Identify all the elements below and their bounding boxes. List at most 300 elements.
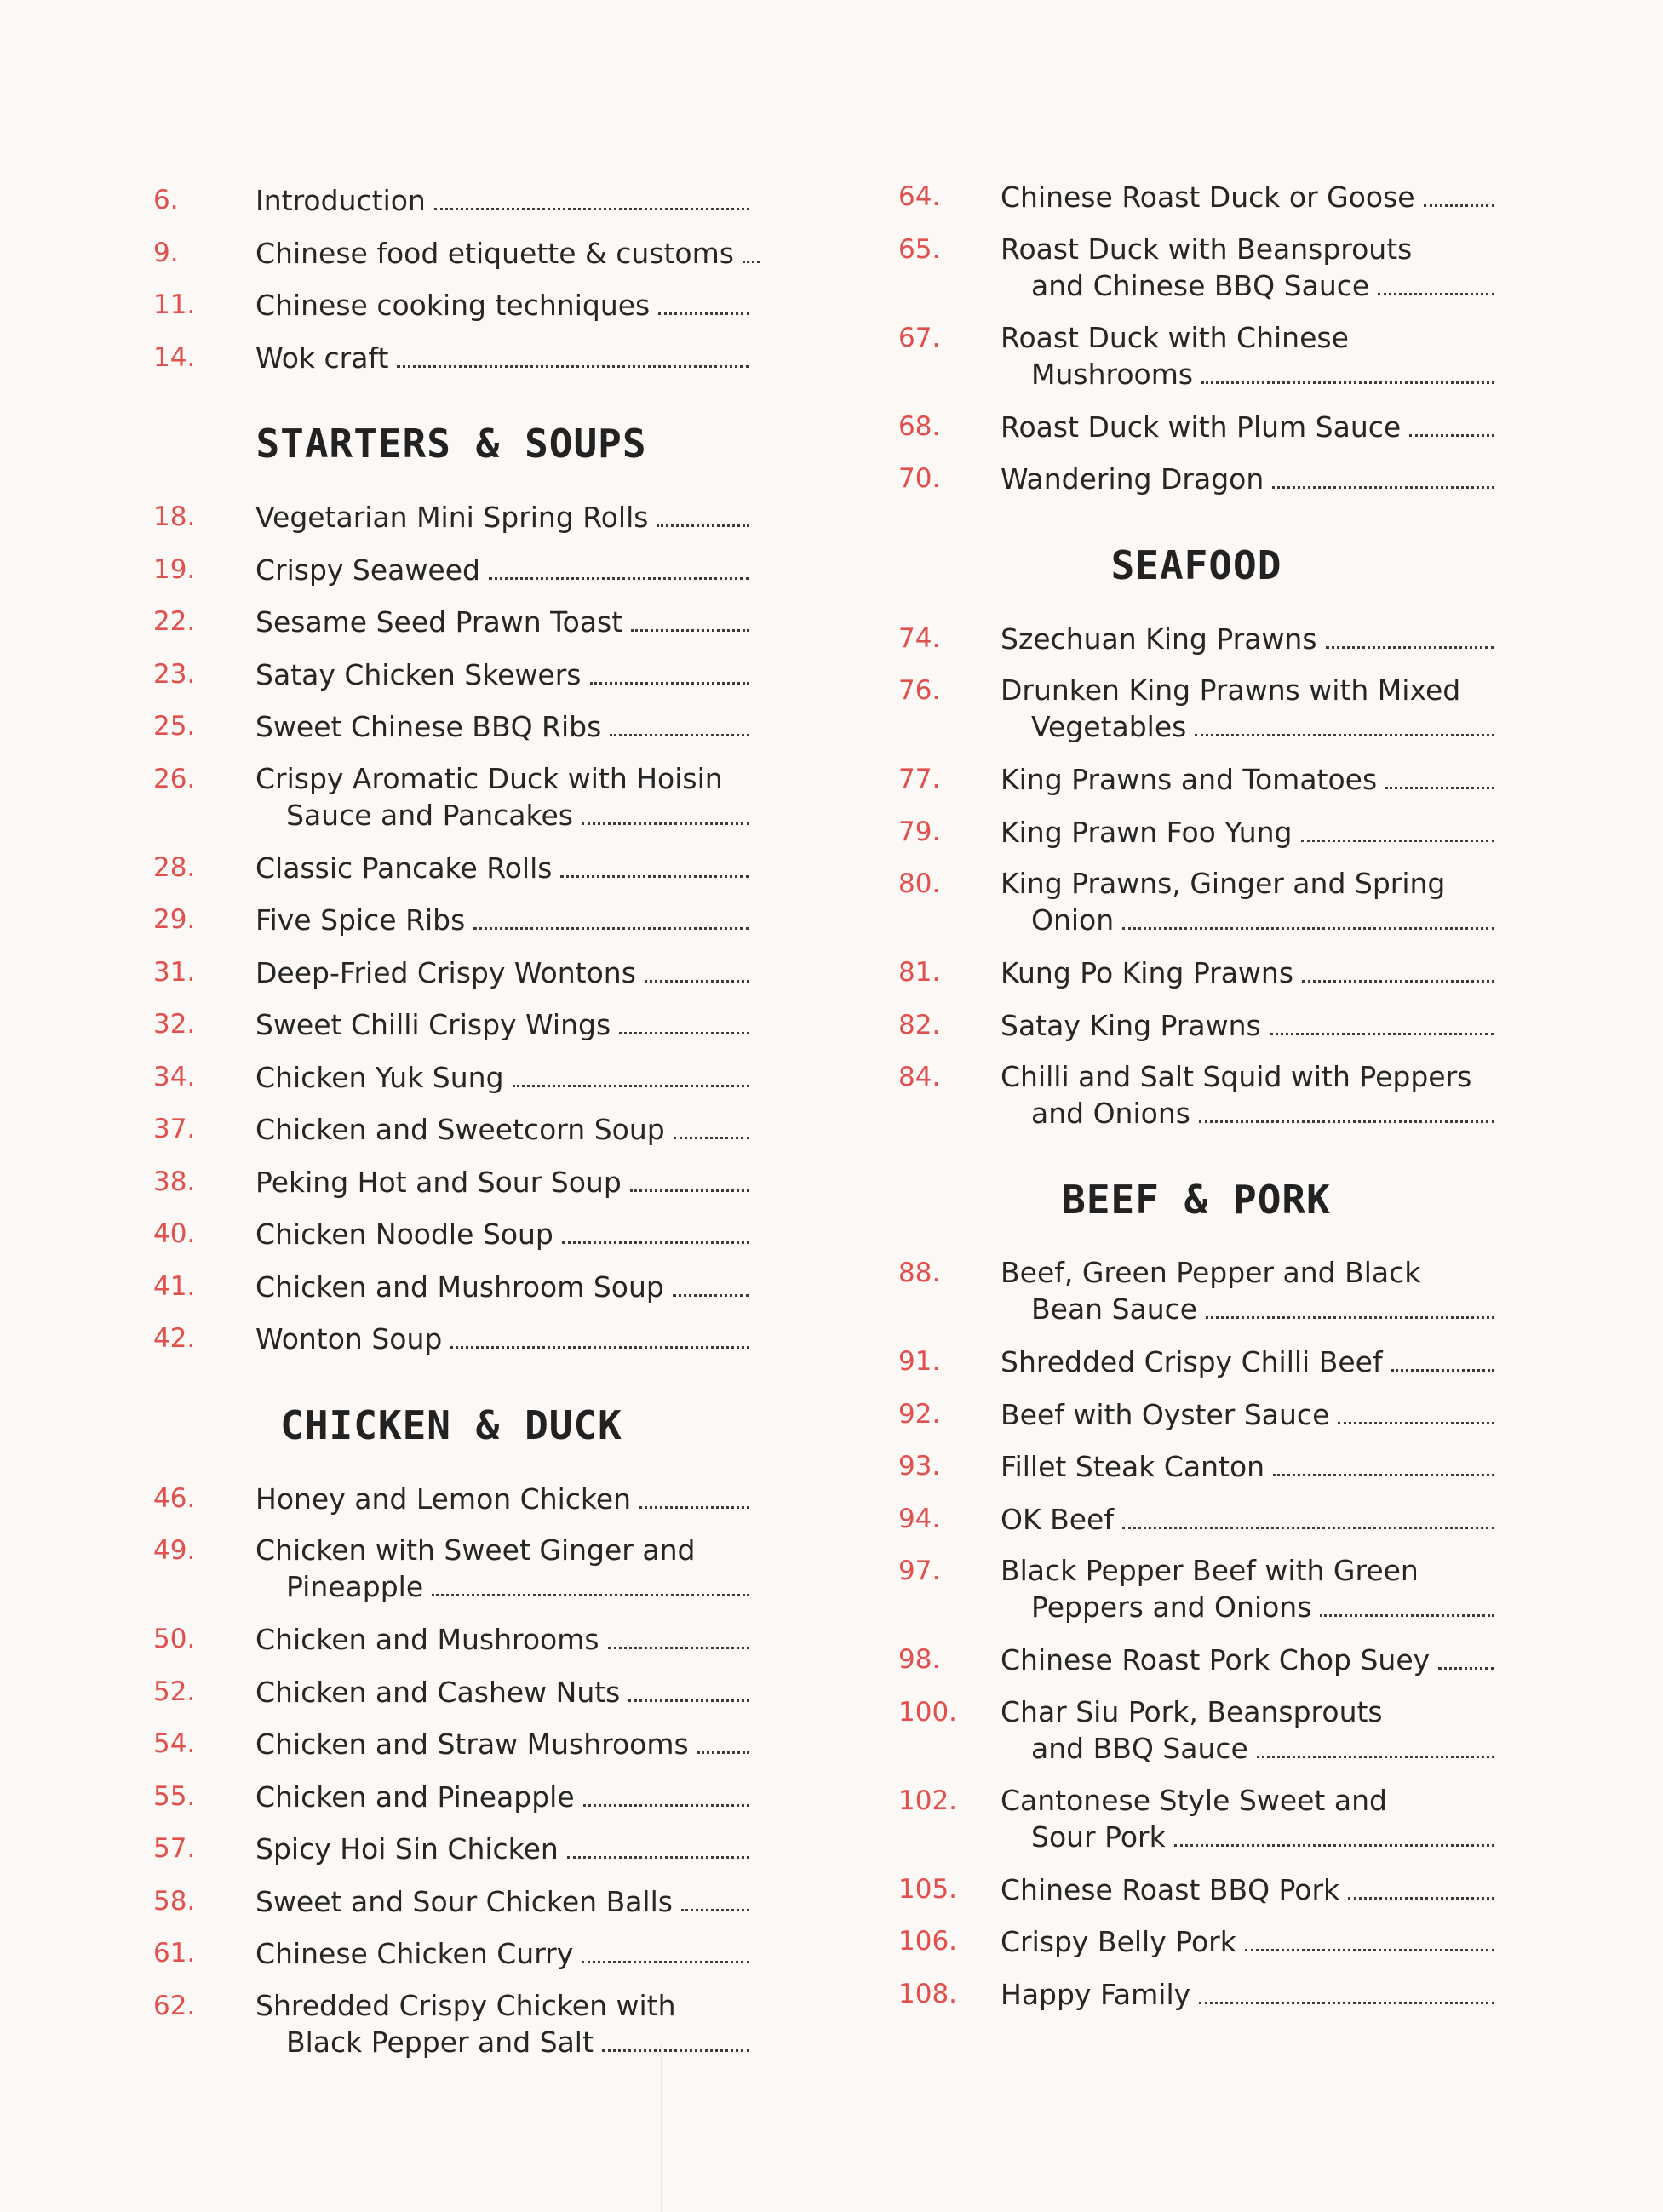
dot-leader xyxy=(562,1216,749,1244)
entry-title xyxy=(255,1216,749,1252)
entry-title-text: Chinese Roast Duck or Goose xyxy=(1001,181,1415,214)
dot-leader xyxy=(590,656,750,685)
entry-title-text: Szechuan King Prawns xyxy=(1001,622,1317,656)
entry-title-line xyxy=(1001,1871,1494,1908)
page-number: 19. xyxy=(153,553,196,585)
entry-title-text: Five Spice Ribs xyxy=(255,903,466,937)
entry-title-line xyxy=(1001,320,1494,356)
page-number: 11. xyxy=(153,289,196,320)
entry-title-line xyxy=(1001,708,1494,745)
entry-title-line xyxy=(1001,1976,1494,2013)
page-number: 22. xyxy=(153,606,196,637)
toc-entry[interactable] xyxy=(898,320,1494,391)
dot-leader xyxy=(602,2024,749,2052)
toc-entry[interactable] xyxy=(153,340,749,408)
dot-leader xyxy=(1201,356,1494,384)
entry-title xyxy=(255,1321,749,1357)
entry-title-text: Crispy Aromatic Duck with Hoisin xyxy=(255,761,723,795)
dot-leader xyxy=(1257,1730,1494,1758)
entry-title-text: Black Pepper Beef with Green xyxy=(1001,1554,1419,1587)
page-number: 82. xyxy=(898,1009,941,1040)
entry-title xyxy=(255,1726,749,1762)
dot-leader xyxy=(628,1674,749,1702)
page-number: 9. xyxy=(153,237,179,268)
entry-title-line xyxy=(255,708,749,745)
page-number: 6. xyxy=(153,185,179,215)
entry-title-text: Wandering Dragon xyxy=(1001,462,1264,496)
entry-title-text: Sweet Chinese BBQ Ribs xyxy=(255,710,602,743)
dot-leader xyxy=(1195,708,1494,736)
dot-leader xyxy=(697,1726,749,1754)
entry-title xyxy=(255,1988,749,2060)
page-number: 23. xyxy=(153,658,196,690)
entry-title-line xyxy=(1001,1007,1494,1044)
entry-title-text: Mushrooms xyxy=(1031,357,1194,391)
dot-leader xyxy=(432,1568,749,1596)
entry-title-text: Crispy Seaweed xyxy=(255,553,480,587)
entry-title-line xyxy=(1001,409,1494,445)
toc-entry[interactable] xyxy=(153,761,749,832)
entry-title-text: Sauce and Pancakes xyxy=(286,798,573,832)
dot-leader xyxy=(1409,409,1494,437)
entry-title xyxy=(255,499,749,536)
page-number: 79. xyxy=(898,816,941,847)
entry-title xyxy=(255,1269,749,1305)
entry-title-line xyxy=(1001,1501,1494,1538)
entry-title xyxy=(1001,1553,1494,1625)
page-number: 14. xyxy=(153,341,196,373)
entry-title-line xyxy=(255,1216,749,1252)
entry-title xyxy=(255,1883,749,1920)
dot-leader xyxy=(1338,1396,1494,1424)
entry-title-line xyxy=(1001,1923,1494,1960)
entry-title-text: Chicken and Sweetcorn Soup xyxy=(255,1113,665,1146)
page-number: 100. xyxy=(898,1696,958,1728)
dot-leader xyxy=(513,1059,749,1087)
dot-leader xyxy=(1272,461,1494,489)
page-number: 67. xyxy=(898,322,941,353)
entry-title xyxy=(1001,1396,1494,1433)
entry-title xyxy=(1001,1694,1494,1767)
dot-leader xyxy=(473,902,749,930)
entry-title xyxy=(255,954,749,991)
page-number: 18. xyxy=(153,501,196,532)
dot-leader xyxy=(397,340,749,368)
entry-title-text: Drunken King Prawns with Mixed xyxy=(1001,673,1461,707)
entry-title xyxy=(255,656,749,693)
page-number: 58. xyxy=(153,1885,196,1917)
toc-entry[interactable] xyxy=(898,461,1494,529)
dot-leader xyxy=(1326,621,1494,649)
entry-title-line xyxy=(255,1164,749,1201)
page-number: 93. xyxy=(898,1451,941,1481)
entry-title-line xyxy=(1001,1694,1494,1730)
entry-title xyxy=(255,902,749,938)
dot-leader xyxy=(1320,1589,1494,1617)
entry-title-text: Chinese Roast Pork Chop Suey xyxy=(1001,1643,1431,1676)
page-number: 98. xyxy=(898,1644,941,1675)
entry-title-text: Roast Duck with Plum Sauce xyxy=(1001,410,1402,444)
dot-leader xyxy=(1122,1501,1494,1529)
entry-title xyxy=(255,708,749,745)
entry-title-line xyxy=(1001,1255,1494,1291)
entry-title xyxy=(1001,1642,1494,1678)
entry-title-line xyxy=(1001,761,1494,798)
dot-leader xyxy=(582,797,749,825)
page-number: 92. xyxy=(898,1398,941,1430)
page-number: 94. xyxy=(898,1503,941,1534)
entry-title-line xyxy=(255,1674,749,1711)
entry-title-text: Wonton Soup xyxy=(255,1322,443,1355)
toc-entry[interactable] xyxy=(898,673,1494,741)
entry-title-line xyxy=(1001,1819,1494,1855)
entry-title xyxy=(1001,409,1494,445)
dot-leader xyxy=(1378,267,1494,295)
page-number: 40. xyxy=(153,1218,196,1249)
entry-title xyxy=(255,604,749,640)
page-fold-line xyxy=(661,2043,662,2212)
entry-title-line xyxy=(255,1269,749,1305)
entry-title-line xyxy=(255,761,749,797)
entry-title-line xyxy=(1001,1589,1494,1625)
dot-leader xyxy=(1245,1923,1494,1951)
entry-title-text: Peppers and Onions xyxy=(1031,1590,1312,1624)
entry-title-text: King Prawn Foo Yung xyxy=(1001,815,1293,849)
page-number: 77. xyxy=(898,764,941,794)
dot-leader xyxy=(1391,1344,1494,1372)
entry-title xyxy=(1001,1344,1494,1380)
entry-title-text: Chicken Yuk Sung xyxy=(255,1060,504,1094)
toc-entry[interactable] xyxy=(898,1255,1494,1326)
entry-title-text: Wok craft xyxy=(255,341,389,375)
entry-title-line xyxy=(1001,1059,1494,1095)
entry-title-text: Bean Sauce xyxy=(1031,1292,1198,1326)
entry-title xyxy=(255,1481,749,1517)
page-number: 37. xyxy=(153,1114,196,1144)
entry-title-text: Chicken and Cashew Nuts xyxy=(255,1675,621,1709)
toc-entry[interactable] xyxy=(898,1553,1494,1624)
entry-title xyxy=(255,1831,749,1867)
dot-leader xyxy=(1270,1007,1494,1035)
entry-title-line xyxy=(255,1111,749,1148)
dot-leader xyxy=(674,1111,749,1139)
toc-entry[interactable] xyxy=(898,1059,1494,1130)
entry-title-line xyxy=(255,287,749,324)
entry-title xyxy=(1001,814,1494,851)
page-number: 28. xyxy=(153,851,196,883)
entry-title-line xyxy=(255,499,749,536)
entry-title-text: Chicken and Pineapple xyxy=(255,1779,575,1814)
page-number: 80. xyxy=(898,868,941,899)
entry-title-line xyxy=(255,954,749,991)
dot-leader xyxy=(582,1935,749,1963)
entry-title xyxy=(1001,1783,1494,1855)
entry-title xyxy=(255,1111,749,1148)
toc-entry[interactable] xyxy=(153,1533,749,1601)
entry-title xyxy=(1001,320,1494,393)
dot-leader xyxy=(489,552,749,580)
entry-title xyxy=(255,235,749,272)
page-number: 49. xyxy=(153,1535,196,1566)
dot-leader xyxy=(1199,1976,1494,2004)
dot-leader xyxy=(1199,1095,1494,1123)
entry-title-line xyxy=(255,1726,749,1762)
toc-entry[interactable] xyxy=(153,1321,749,1389)
entry-title xyxy=(1001,1501,1494,1538)
page-number: 64. xyxy=(898,181,941,212)
entry-title-text: Sesame Seed Prawn Toast xyxy=(255,605,623,639)
entry-title-text: Kung Po King Prawns xyxy=(1001,956,1294,989)
entry-title-text: Honey and Lemon Chicken xyxy=(255,1481,632,1516)
page-number: 46. xyxy=(153,1482,196,1514)
toc-entry[interactable] xyxy=(898,1694,1494,1765)
page-number: 29. xyxy=(153,904,196,935)
entry-title-text: Satay King Prawns xyxy=(1001,1008,1261,1042)
entry-title-text: Sweet Chilli Crispy Wings xyxy=(255,1008,611,1041)
page-number: 74. xyxy=(898,622,941,654)
entry-title xyxy=(1001,1871,1494,1908)
entry-title-text: and BBQ Sauce xyxy=(1031,1731,1248,1765)
page-number: 84. xyxy=(898,1062,941,1092)
entry-title-text: Beef with Oyster Sauce xyxy=(1001,1397,1330,1431)
entry-title-text: King Prawns and Tomatoes xyxy=(1001,763,1378,796)
page-number: 76. xyxy=(898,675,941,706)
entry-title xyxy=(1001,621,1494,657)
entry-title xyxy=(255,1164,749,1201)
dot-leader xyxy=(1206,1291,1494,1319)
entry-title-text: and Onions xyxy=(1031,1097,1190,1130)
entry-title-text: Peking Hot and Sour Soup xyxy=(255,1165,622,1199)
entry-title-text: Roast Duck with Beansprouts xyxy=(1001,232,1413,266)
dot-leader xyxy=(1174,1819,1494,1847)
entry-title-line xyxy=(1001,954,1494,991)
page-number: 38. xyxy=(153,1166,196,1197)
entry-title-text: Chicken and Straw Mushrooms xyxy=(255,1728,689,1761)
dot-leader xyxy=(1273,1448,1494,1476)
entry-title-text: Onion xyxy=(1031,903,1115,937)
entry-title-text: King Prawns, Ginger and Spring xyxy=(1001,867,1446,900)
toc-entry[interactable] xyxy=(153,1988,749,2059)
dot-leader xyxy=(658,287,749,315)
entry-title-line xyxy=(255,1059,749,1096)
entry-title-line xyxy=(1001,1095,1494,1132)
page-number: 55. xyxy=(153,1780,196,1812)
entry-title-line xyxy=(1001,902,1494,938)
entry-title-line xyxy=(1001,179,1494,215)
entry-title-line xyxy=(1001,621,1494,657)
entry-title-text: Chilli and Salt Squid with Peppers xyxy=(1001,1060,1472,1093)
entry-title-line xyxy=(255,1568,749,1605)
entry-title-line xyxy=(255,850,749,886)
entry-title xyxy=(255,1533,749,1605)
entry-title-text: OK Beef xyxy=(1001,1502,1114,1536)
dot-leader xyxy=(1301,814,1495,842)
entry-title-text: and Chinese BBQ Sauce xyxy=(1031,268,1370,302)
dot-leader xyxy=(657,499,749,527)
entry-title-text: Shredded Crispy Chilli Beef xyxy=(1001,1345,1383,1378)
entry-title-line xyxy=(255,797,749,834)
dot-leader xyxy=(567,1831,749,1859)
page-number: 52. xyxy=(153,1676,196,1707)
entry-title-line xyxy=(1001,1553,1494,1589)
entry-title-text: Chicken with Sweet Ginger and xyxy=(255,1533,696,1567)
toc-entry[interactable] xyxy=(898,232,1494,300)
entry-title-line xyxy=(1001,1396,1494,1433)
dot-leader xyxy=(1438,1642,1494,1670)
page-number: 31. xyxy=(153,956,196,988)
entry-title xyxy=(1001,1448,1494,1485)
entry-title-line xyxy=(255,1935,749,1972)
dot-leader xyxy=(639,1481,749,1509)
dot-leader xyxy=(743,235,760,263)
entry-title-line xyxy=(255,1621,749,1658)
dot-leader xyxy=(583,1779,749,1807)
entry-title-line xyxy=(1001,1730,1494,1767)
entry-title-text: Fillet Steak Canton xyxy=(1001,1450,1265,1483)
dot-leader xyxy=(610,708,749,736)
dot-leader xyxy=(560,850,749,878)
dot-leader xyxy=(681,1883,749,1911)
entry-title-text: Char Siu Pork, Beansprouts xyxy=(1001,1694,1383,1728)
entry-title xyxy=(1001,1923,1494,1960)
entry-title-line xyxy=(255,552,749,588)
entry-title-line xyxy=(255,1321,749,1357)
entry-title-line xyxy=(1001,267,1494,304)
page-number: 54. xyxy=(153,1728,196,1759)
entry-title-line xyxy=(255,902,749,938)
entry-title-text: Cantonese Style Sweet and xyxy=(1001,1783,1387,1817)
dot-leader xyxy=(1424,179,1494,207)
entry-title xyxy=(1001,1255,1494,1327)
dot-leader xyxy=(630,1164,749,1192)
entry-title xyxy=(255,552,749,588)
entry-title-text: Happy Family xyxy=(1001,1977,1191,2011)
entry-title-text: Satay Chicken Skewers xyxy=(255,657,582,691)
section-heading-starters-and-soups: STARTERS & SOUPS xyxy=(255,421,647,467)
toc-entry[interactable] xyxy=(898,1976,1494,2044)
entry-title xyxy=(255,1779,749,1815)
entry-title-text: Chinese Chicken Curry xyxy=(255,1937,574,1970)
dot-leader xyxy=(631,604,749,632)
entry-title-line xyxy=(1001,1642,1494,1678)
entry-title-text: Chicken and Mushroom Soup xyxy=(255,1269,664,1304)
entry-title-line xyxy=(255,182,749,219)
page-number: 50. xyxy=(153,1624,196,1654)
entry-title-line xyxy=(255,2024,749,2060)
entry-title-text: Chicken Noodle Soup xyxy=(255,1218,553,1251)
entry-title xyxy=(255,1621,749,1658)
page-number: 91. xyxy=(898,1346,941,1377)
entry-title-text: Beef, Green Pepper and Black xyxy=(1001,1256,1421,1289)
section-heading-seafood: SEAFOOD xyxy=(1110,542,1282,588)
page-number: 34. xyxy=(153,1061,196,1092)
section-heading-beef-and-pork: BEEF & PORK xyxy=(1062,1177,1331,1223)
entry-title-line xyxy=(255,1481,749,1517)
entry-title-line xyxy=(1001,1344,1494,1380)
entry-title-line xyxy=(1001,1448,1494,1485)
dot-leader xyxy=(434,182,749,210)
entry-title xyxy=(1001,761,1494,798)
entry-title-line xyxy=(255,1831,749,1867)
entry-title-text: Black Pepper and Salt xyxy=(286,2025,594,2059)
dot-leader xyxy=(450,1321,749,1349)
page-number: 25. xyxy=(153,711,196,742)
page-number: 32. xyxy=(153,1009,196,1040)
entry-title-line xyxy=(1001,866,1494,902)
entry-title xyxy=(1001,1007,1494,1044)
section-heading-chicken-and-duck: CHICKEN & DUCK xyxy=(280,1401,622,1448)
entry-title xyxy=(255,182,749,219)
page-number: 70. xyxy=(898,463,941,494)
entry-title-text: Roast Duck with Chinese xyxy=(1001,320,1349,354)
page-number: 108. xyxy=(898,1978,958,2009)
page-number: 57. xyxy=(153,1833,196,1864)
toc-entry[interactable] xyxy=(898,1783,1494,1854)
entry-title-line xyxy=(255,1988,749,2024)
toc-entry[interactable] xyxy=(898,866,1494,937)
entry-title-text: Spicy Hoi Sin Chicken xyxy=(255,1832,559,1865)
entry-title xyxy=(255,761,749,834)
entry-title-line xyxy=(255,1883,749,1920)
entry-title-text: Pineapple xyxy=(286,1570,424,1603)
entry-title-line xyxy=(255,604,749,640)
dot-leader xyxy=(619,1006,749,1034)
entry-title-text: Shredded Crispy Chicken with xyxy=(255,1988,676,2022)
entry-title xyxy=(255,1059,749,1096)
dot-leader xyxy=(1122,902,1494,930)
page-number: 81. xyxy=(898,957,941,988)
entry-title-line xyxy=(1001,673,1494,708)
entry-title xyxy=(1001,866,1494,938)
entry-title xyxy=(255,850,749,886)
page-number: 65. xyxy=(898,233,941,265)
entry-title xyxy=(1001,954,1494,991)
entry-title-line xyxy=(255,1779,749,1815)
entry-title-text: Sour Pork xyxy=(1031,1819,1166,1854)
entry-title-line xyxy=(255,1533,749,1568)
page-number: 102. xyxy=(898,1785,958,1816)
page-number: 42. xyxy=(153,1323,196,1354)
dot-leader xyxy=(673,1269,749,1297)
entry-title xyxy=(255,1935,749,1972)
dot-leader xyxy=(608,1621,749,1649)
entry-title xyxy=(255,1674,749,1711)
entry-title-line xyxy=(1001,814,1494,851)
entry-title xyxy=(255,340,749,376)
page-number: 106. xyxy=(898,1926,958,1957)
dot-leader xyxy=(1348,1871,1494,1900)
entry-title xyxy=(1001,1059,1494,1132)
page-number: 88. xyxy=(898,1258,941,1288)
page-number: 97. xyxy=(898,1556,941,1586)
page-number: 26. xyxy=(153,763,196,794)
page-number: 68. xyxy=(898,410,941,442)
entry-title-text: Introduction xyxy=(255,184,426,217)
dot-leader xyxy=(1385,761,1494,789)
entry-title-text: Sweet and Sour Chicken Balls xyxy=(255,1884,673,1918)
page-number: 61. xyxy=(153,1938,196,1968)
entry-title xyxy=(1001,179,1494,215)
entry-title-line xyxy=(1001,461,1494,497)
entry-title-line xyxy=(255,1006,749,1043)
entry-title xyxy=(1001,232,1494,304)
entry-title-text: Deep-Fried Crispy Wontons xyxy=(255,955,636,989)
dot-leader xyxy=(645,954,749,983)
entry-title xyxy=(255,287,749,324)
entry-title-line xyxy=(1001,1783,1494,1819)
entry-title-line xyxy=(255,235,749,272)
entry-title-text: Chinese cooking techniques xyxy=(255,289,651,322)
